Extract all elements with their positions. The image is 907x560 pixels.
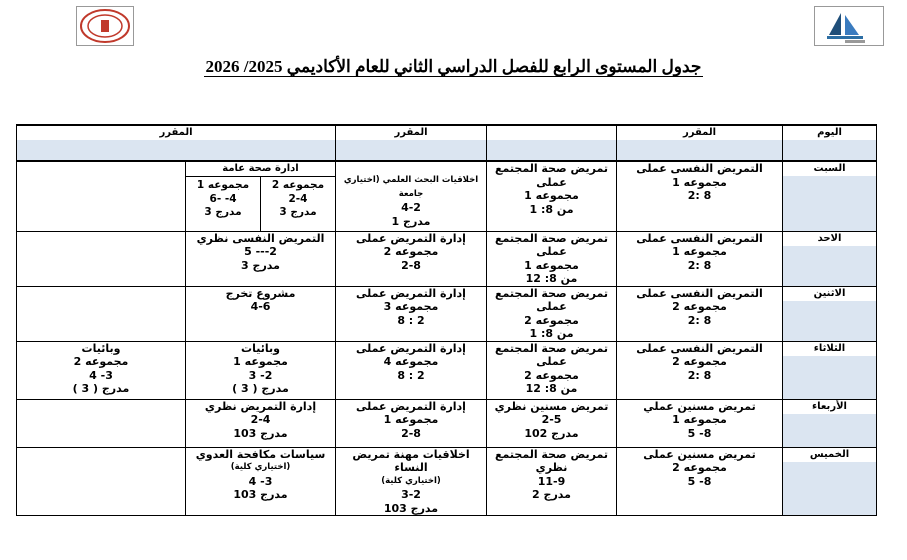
cell-monday-4: مشروع تخرج 4-6 — [186, 286, 336, 341]
cell-saturday-1: التمريض النفسى عملى مجموعه 1 8 :2 — [617, 161, 783, 231]
cell-tuesday-4: وبائيات مجموعه 1 2- 3 مدرج ( 3 ) — [186, 341, 336, 399]
cell-sunday-3: إدارة التمريض عملى مجموعه 2 2-8 — [336, 231, 487, 286]
cell-tuesday-2: تمريض صحة المجتمع عملى مجموعه 2 من 8: 12 — [487, 341, 617, 399]
cell-monday-1: التمريض النفسى عملى مجموعه 2 8 :2 — [617, 286, 783, 341]
row-wednesday — [17, 399, 877, 447]
day-saturday: السبت — [783, 161, 877, 231]
cell-monday-2: تمريض صحة المجتمع عملى مجموعه 2 من 8: 1 — [487, 286, 617, 341]
cell-sunday-1: التمريض النفسى عملى مجموعه 1 8 :2 — [617, 231, 783, 286]
header-course-4: المقرر — [17, 125, 336, 161]
cell-thursday-4: سياسات مكافحة العدوي (اختياري كلية) 3- 4 مدرج 103 — [186, 447, 336, 516]
cell-saturday-3: اخلاقيات البحث العلمي (اختياري جامعة 4-2 مدرج 1 — [336, 161, 487, 231]
cell-sunday-2: تمريض صحة المجتمع عملى مجموعه 1 من 8: 12 — [487, 231, 617, 286]
public-health-group-1: مجموعه 1 4- -6 مدرج 3 — [186, 177, 261, 231]
page-title — [0, 57, 907, 77]
public-health-group-2: مجموعه 2 2-4 مدرج 3 — [271, 179, 325, 218]
day-tuesday: الثلاثاء — [783, 341, 877, 399]
cell-thursday-empty — [17, 447, 186, 516]
cell-tuesday-3: إدارة التمريض عملى مجموعه 4 2 : 8 — [336, 341, 487, 399]
cell-saturday-public-health: ادارة صحة عامة مجموعه 2 2-4 مدرج 3 مجموعه 1 4- -6 مدرج 3 — [186, 161, 336, 231]
cell-monday-3: إدارة التمريض عملى مجموعه 3 2 : 8 — [336, 286, 487, 341]
header-course-1: المقرر — [617, 125, 783, 161]
title-text: جدول المستوى الرابع للفصل الدراسي الثاني للعام الأكاديمي 2025/ 2026 — [205, 57, 702, 76]
cell-monday-empty — [17, 286, 186, 341]
day-wednesday: الأربعاء — [783, 399, 877, 447]
day-monday: الاثنين — [783, 286, 877, 341]
header-course-2 — [487, 125, 617, 161]
cell-tuesday-1: التمريض النفسى عملى مجموعه 2 8 :2 — [617, 341, 783, 399]
cell-thursday-3: اخلاقيات مهنة تمريض النساء (اختياري كلية) 3-2 مدرج 103 — [336, 447, 487, 516]
cell-saturday-empty — [17, 161, 186, 231]
cell-wednesday-3: إدارة التمريض عملى مجموعه 1 2-8 — [336, 399, 487, 447]
row-saturday — [17, 161, 877, 231]
cell-wednesday-empty — [17, 399, 186, 447]
header-row — [17, 125, 877, 161]
day-sunday: الاحد — [783, 231, 877, 286]
schedule-table — [16, 124, 877, 516]
cell-sunday-4: التمريض النفسى نظري 2--- 5 مدرج 3 — [186, 231, 336, 286]
faculty-logo — [814, 6, 884, 46]
row-tuesday — [17, 341, 877, 399]
university-logo — [76, 6, 134, 46]
row-thursday — [17, 447, 877, 516]
cell-tuesday-5: وبائيات مجموعه 2 3- 4 مدرج ( 3 ) — [17, 341, 186, 399]
cell-thursday-2: تمريض صحة المجتمع نظري 11-9 مدرج 2 — [487, 447, 617, 516]
cell-wednesday-4: إدارة التمريض نظري 2-4 مدرج 103 — [186, 399, 336, 447]
cell-wednesday-2: تمريض مسنين نظري 2-5 مدرج 102 — [487, 399, 617, 447]
cell-wednesday-1: تمريض مسنين عملي مجموعه 1 8- 5 — [617, 399, 783, 447]
cell-thursday-1: تمريض مسنين عملى مجموعه 2 8- 5 — [617, 447, 783, 516]
day-thursday: الخميس — [783, 447, 877, 516]
row-monday — [17, 286, 877, 341]
header-course-3: المقرر — [336, 125, 487, 161]
row-sunday — [17, 231, 877, 286]
header-day: اليوم — [783, 125, 877, 161]
cell-saturday-2: تمريض صحة المجتمع عملى مجموعه 1 من 8: 1 — [487, 161, 617, 231]
cell-sunday-empty — [17, 231, 186, 286]
